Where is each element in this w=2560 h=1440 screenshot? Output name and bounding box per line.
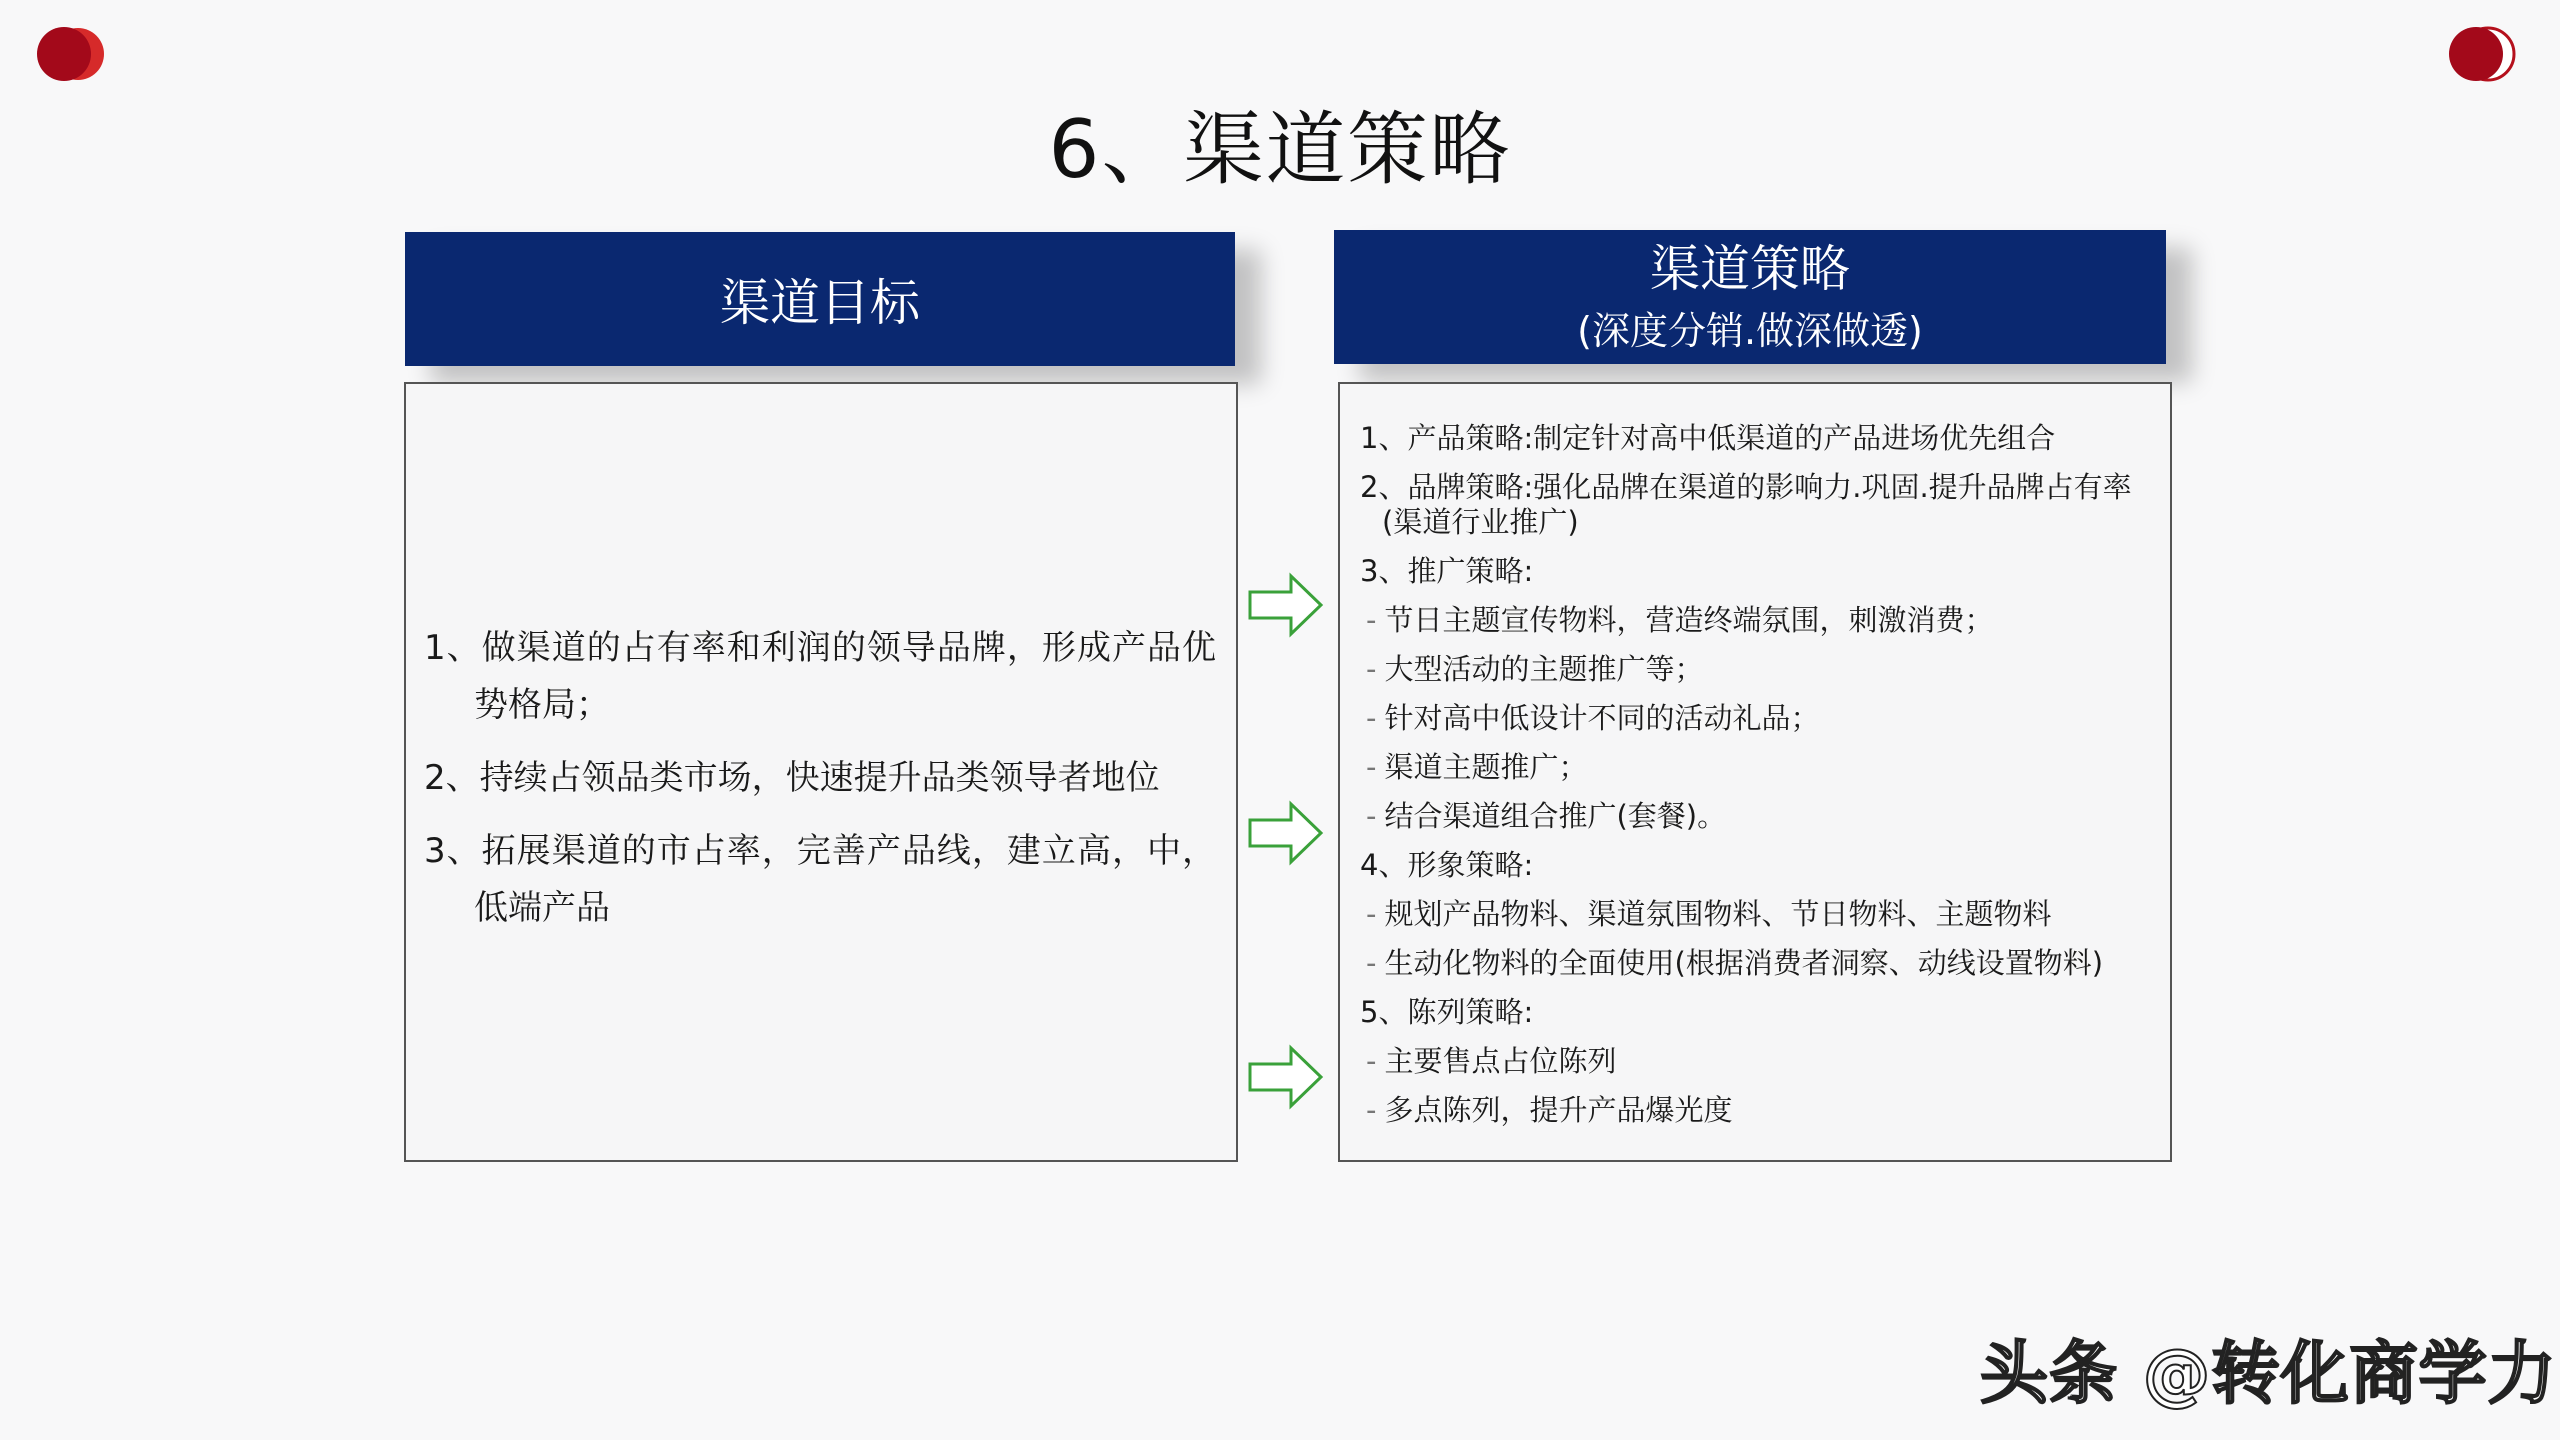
channel-strategy-header-title: 渠道策略	[1650, 240, 1850, 298]
channel-strategy-panel	[1338, 382, 2172, 1162]
strategy-sub-item-text: 多点陈列，提升产品爆光度	[1384, 1093, 1733, 1127]
goal-item: 3、拓展渠道的市占率，完善产品线，建立高，中，低端产品	[424, 831, 1216, 928]
strategy-item: 3、推广策略:	[1360, 554, 1534, 588]
dash-bullet: -	[1366, 701, 1377, 735]
goal-item: 2、持续占领品类市场，快速提升品类领导者地位	[424, 758, 1160, 798]
arrow-right-icon	[1247, 800, 1325, 866]
strategy-item: 2、品牌策略:强化品牌在渠道的影响力.巩固.提升品牌占有率(渠道行业推广)	[1360, 470, 2132, 539]
strategy-sub-item-text: 规划产品物料、渠道氛围物料、节日物料、主题物料	[1384, 897, 2052, 931]
arrow-right-icon	[1247, 572, 1325, 638]
strategy-sub-item	[1360, 596, 2152, 645]
channel-goal-list	[424, 620, 1216, 953]
dash-bullet: -	[1366, 603, 1377, 637]
channel-goal-header	[405, 232, 1235, 366]
dash-bullet: -	[1366, 799, 1377, 833]
strategy-sub-item-text: 结合渠道组合推广(套餐)。	[1384, 799, 1727, 833]
strategy-sub-item	[1360, 694, 2152, 743]
strategy-item: 4、形象策略:	[1360, 848, 1534, 882]
strategy-sub-item-text: 生动化物料的全面使用(根据消费者洞察、动线设置物料)	[1384, 946, 2104, 980]
strategy-sub-item	[1360, 939, 2152, 988]
strategy-sub-item	[1360, 890, 2152, 939]
channel-strategy-list	[1360, 414, 2152, 1135]
channel-goal-panel	[404, 382, 1238, 1162]
strategy-sub-item-text: 主要售点占位陈列	[1384, 1044, 1617, 1078]
dash-bullet: -	[1366, 652, 1377, 686]
channel-strategy-header	[1334, 230, 2166, 364]
logo-left	[36, 24, 120, 84]
dash-bullet: -	[1366, 1093, 1377, 1127]
watermark: 头条 @转化商学力	[1980, 1335, 2557, 1414]
logo-right	[2440, 24, 2524, 84]
strategy-sub-item-text: 大型活动的主题推广等；	[1384, 652, 1704, 686]
strategy-sub-item	[1360, 792, 2152, 841]
strategy-sub-item	[1360, 645, 2152, 694]
dash-bullet: -	[1366, 897, 1377, 931]
dash-bullet: -	[1366, 1044, 1377, 1078]
channel-strategy-header-subtitle: (深度分销.做深做透)	[1577, 309, 1923, 353]
dash-bullet: -	[1366, 946, 1377, 980]
strategy-item: 1、产品策略:制定针对高中低渠道的产品进场优先组合	[1360, 421, 2056, 455]
strategy-sub-item-text: 节日主题宣传物料，营造终端氛围，刺激消费；	[1384, 603, 1994, 637]
arrow-right-icon	[1247, 1044, 1325, 1110]
dash-bullet: -	[1366, 750, 1377, 784]
strategy-sub-item-text: 渠道主题推广；	[1384, 750, 1588, 784]
strategy-sub-item	[1360, 1086, 2152, 1135]
channel-goal-header-label: 渠道目标	[720, 274, 920, 332]
goal-item: 1、做渠道的占有率和利润的领导品牌，形成产品优势格局；	[424, 628, 1216, 725]
strategy-sub-item	[1360, 743, 2152, 792]
slide-title: 6、渠道策略	[1048, 103, 1512, 196]
strategy-item: 5、陈列策略:	[1360, 995, 1534, 1029]
strategy-sub-item-text: 针对高中低设计不同的活动礼品；	[1384, 701, 1820, 735]
strategy-sub-item	[1360, 1037, 2152, 1086]
